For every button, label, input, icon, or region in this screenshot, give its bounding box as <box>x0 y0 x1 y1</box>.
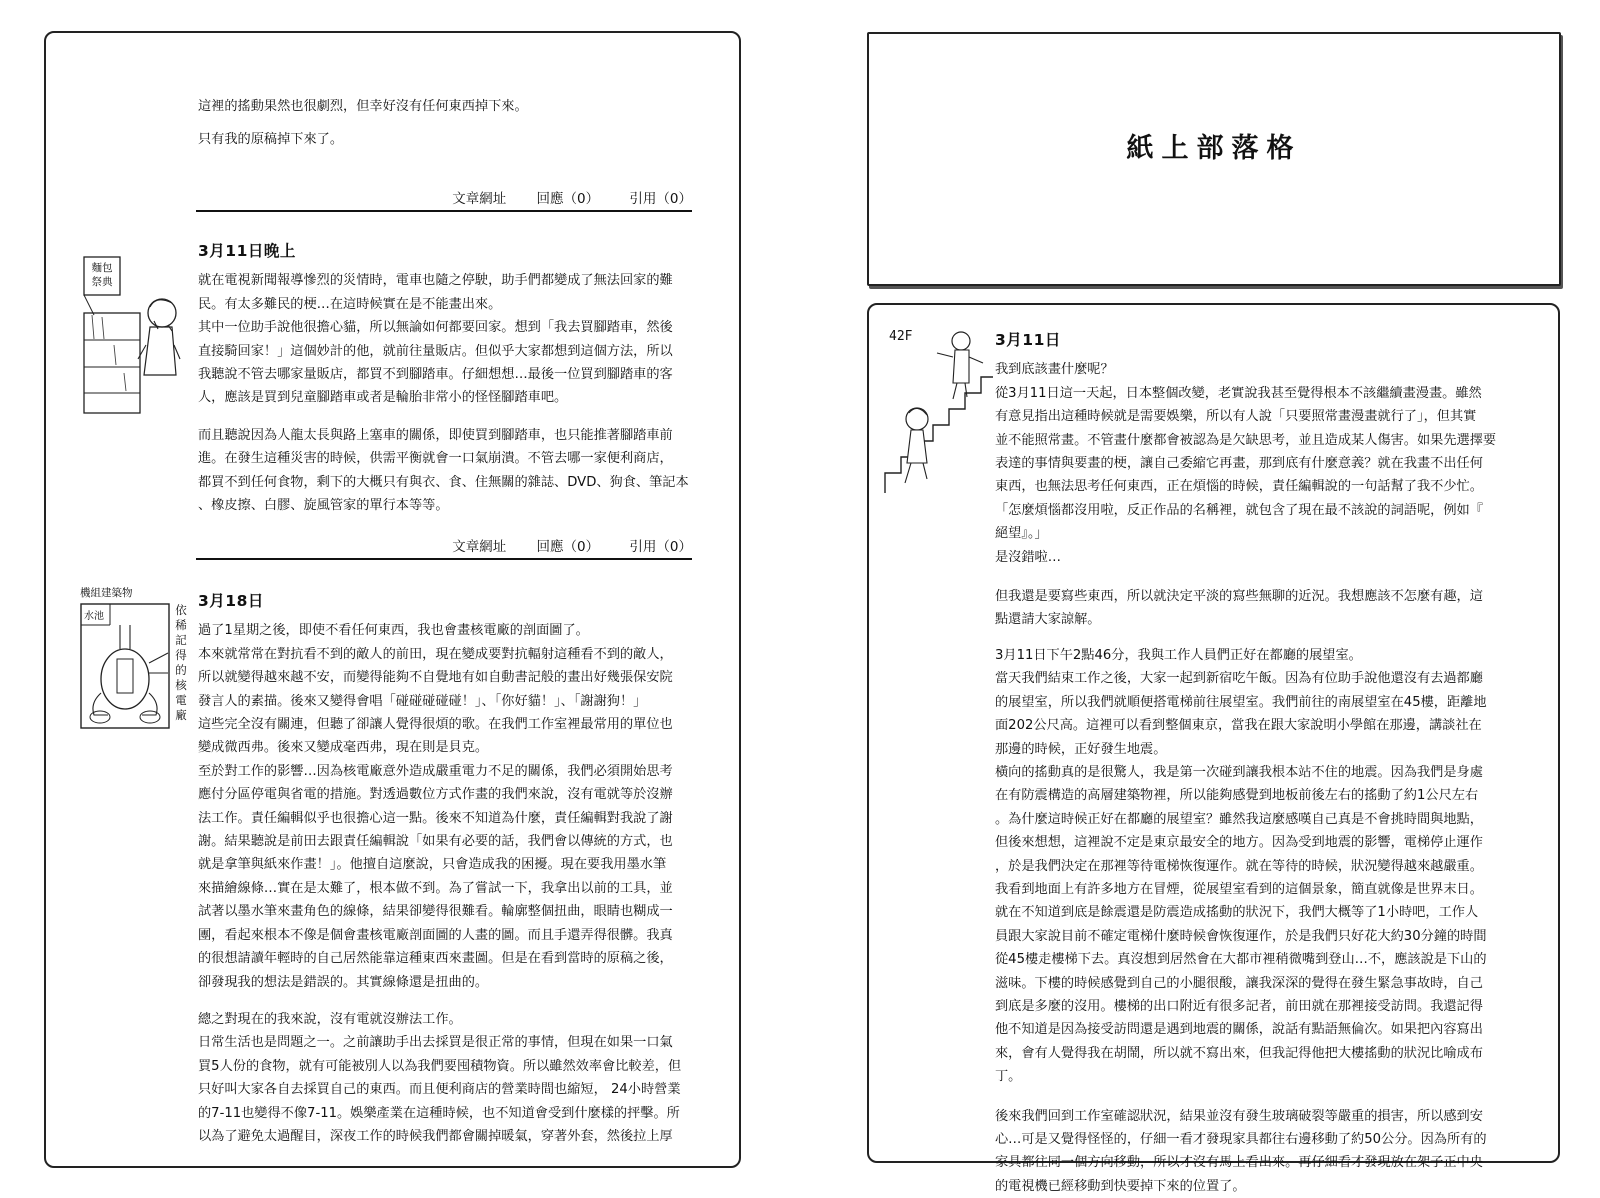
intro-block <box>198 95 698 152</box>
post1-para-2: 而且聽說因為人龍太長與路上塞車的關係，即使買到腳踏車，也只能推著腳踏車前 進。在發生這種災害的時候，供需平衡就會一口氣崩潰。不管去哪一家便利商店， 都買不到任何食物，剩下的大概只有與衣、食、住無關的雜誌、DVD、狗食、筆記本 、橡皮擦、白膠、旋風管家的單行本等等。 <box>198 427 689 514</box>
left-panel <box>44 31 741 1168</box>
right-post-para-2: 但我還是要寫些東西，所以就決定平淡的寫些無聊的近況。我想應該不怎麼有趣，這 點還請大家諒解。 <box>995 589 1483 628</box>
post2-body <box>198 590 703 1148</box>
quote-link[interactable]: 引用（0） <box>629 539 692 555</box>
stairs-illustration <box>883 323 995 498</box>
reactor-vertical-note: 依稀記得的核電廠 <box>175 603 187 722</box>
right-post-para-1: 我到底該畫什麼呢？ 從3月11日這一天起，日本整個改變，老實說我甚至覺得根本不該繼續畫漫畫。雖然 有意見指出這種時候就是需要娛樂，所以有人說「只要照常畫漫畫就行了」，但其實 並不能照常畫。不管畫什麼都會被認為是欠缺思考，並且造成某人傷害。如果先選擇要 表達的事情與要畫的梗，讓自己委縮它再畫，那到底有什麼意義？就在我畫不出任何 東西，也無法思考任何東西，正在煩惱的時候，責任編輯說的一句話幫了我不少忙。 「怎麼煩惱都沒用啦，反正作品的名稱裡，就包含了現在最不該說的詞語呢，例如『 絕望』。」 是沒錯啦… <box>995 362 1497 565</box>
post2-para-2: 總之對現在的我來說，沒有電就沒辦法工作。 日常生活也是問題之一。之前讓助手出去採買是很正常的事情，但現在如果一口氣 買5人份的食物，就有可能被別人以為我們要囤積物資。所以雖然效率會比較差，但 只好叫大家各自去採買自己的東西。而且便利商店的營業時間也縮短， 24小時營業 的7-11也變得不像7-11。娛樂產業在這種時候，也不知道會受到什麼樣的抨擊。所 以為了避免太過醒目，深夜工作的時候我們都會關掉暖氣，穿著外套，然後拉上厚 <box>198 1011 682 1144</box>
water-pool-label: 水池 <box>84 611 104 622</box>
right-post-title: 3月11日 <box>995 331 1061 349</box>
intro-line-1: 這裡的搖動果然也很劇烈，但幸好沒有任何東西掉下來。 <box>198 99 528 114</box>
post1-body <box>198 240 703 517</box>
right-post-para-4: 後來我們回到工作室確認狀況，結果並沒有發生玻璃破裂等嚴重的損害，所以感到安 心…可是又覺得怪怪的，仔細一看才發現家具都往右邊移動了約50公分。因為所有的 家具都往同一個方向移動，所以才沒有馬上看出來。再仔細看才發現放在架子正中央 的電視機已經移動到快要掉下來的位置了。 <box>995 1108 1487 1194</box>
bakery-illustration <box>80 255 190 425</box>
floor-label: 42F <box>889 329 913 344</box>
reply-link[interactable]: 回應（0） <box>536 539 600 555</box>
blog-title-box <box>867 32 1561 286</box>
blog-title: 紙上部落格 <box>1126 133 1302 164</box>
quote-link[interactable]: 引用（0） <box>629 191 692 207</box>
post2-para-1: 過了1星期之後，即使不看任何東西，我也會畫核電廠的剖面圖了。 本來就常常在對抗看不到的敵人的前田，現在變成要對抗輻射這種看不到的敵人， 所以就變得越來越不安，而變得能夠不自覺地有如自動書記般的畫出好幾張保安院 發言人的素描。後來又變得會唱「碰碰碰碰碰！」、「你好貓！」、「謝謝狗！」 這些完全沒有關連，但聽了卻讓人覺得很煩的歌。在我們工作室裡最常用的單位也 變成微西弗。後來又變成毫西弗，現在則是貝克。 至於對工作的影響…因為核電廠意外造成嚴重電力不足的關係，我們必須開始思考 應付分區停電與省電的措施。對透過數位方式作畫的我們來說，沒有電就等於沒辦 法工作。責任編輯似乎也很擔心這一點。後來不知道為什麼，責任編輯對我說了謝 謝。結果聽說是前田去跟責任編輯說「如果有必要的話，我們會以傳統的方式，也 就是拿筆與紙來作畫！」。他擅自這麼說，只會造成我的困擾。現在要我用墨水筆 來描繪線條…實在是太難了，根本做不到。為了嘗試一下，我拿出以前的工具，並 試著以墨水筆來畫角色的線條，結果卻變得很難看。輪廓整個扭曲，眼睛也糊成一 團，看起來根本不像是個會畫核電廠剖面圖的人畫的圖。而且手還弄得很髒。我真 的很想請讀年輕時的自己居然能靠這種東西來畫圖。但是在看到當時的原稿之後， 卻發現我的想法是錯誤的。其實線條還是扭曲的。 <box>198 623 673 990</box>
post-footer-2 <box>196 535 692 560</box>
article-url-link[interactable]: 文章網址 <box>452 539 507 555</box>
bakery-sign: 麵包 祭典 <box>91 262 113 288</box>
post1-title: 3月11日晚上 <box>198 242 296 260</box>
right-panel <box>867 303 1560 1194</box>
reply-link[interactable]: 回應（0） <box>536 191 600 207</box>
post-footer-1 <box>196 187 692 212</box>
article-url-link[interactable]: 文章網址 <box>452 191 507 207</box>
post2-title: 3月18日 <box>198 592 264 610</box>
reactor-caption: 機組建築物 <box>80 587 133 599</box>
right-post-body <box>995 329 1535 1198</box>
post1-para-1: 就在電視新聞報導慘烈的災情時，電車也隨之停駛，助手們都變成了無法回家的難 民。有太多難民的梗…在這時候實在是不能畫出來。 其中一位助手說他很擔心貓，所以無論如何都要回家。想到「我去買腳踏車，然後 直接騎回家！」這個妙計的他，就前往量販店。但似乎大家都想到這個方法，所以 我聽說不管去哪家量販店，都買不到腳踏車。仔細想想…最後一位買到腳踏車的客 人，應該是買到兒童腳踏車或者是輪胎非常小的怪怪腳踏車吧。 <box>198 273 673 406</box>
right-post-para-3: 3月11日下午2點46分，我與工作人員們正好在都廳的展望室。 當天我們結束工作之後，大家一起到新宿吃午飯。因為有位助手說他還沒有去過都廳 的展望室，所以我們就順便搭電梯前往展望室。我們前往的南展望室在45樓，距離地 面202公尺高。這裡可以看到整個東京，當我在跟大家說明小學館在那邊，講談社在 那邊的時候，正好發生地震。 橫向的搖動真的是很驚人，我是第一次碰到讓我根本站不住的地震。因為我們是身處 在有防震構造的高層建築物裡，所以能夠感覺到地板前後左右的搖動了約1公尺左右 。為什麼這時候正好在都廳的展望室？雖然我這麼感嘆自己真是不會挑時間與地點， 但後來想想，這裡說不定是東京最安全的地方。因為受到地震的影響，電梯停止運作 ，於是我們決定在那裡等待電梯恢復運作。就在等待的時候，狀況變得越來越嚴重。 我看到地面上有許多地方在冒煙，從展望室看到的這個景象，簡直就像是世界末日。 就在不知道到底是餘震還是防震造成搖動的狀況下，我們大概等了1小時吧，工作人 員跟大家說目前不確定電梯什麼時候會恢復運作，於是我們只好花大約30分鐘的時間 從45樓走樓梯下去。真沒想到居然會在大都市裡稍微嘴到登山…不，應該說是下山的 滋味。下樓的時候感覺到自己的小腿很酸，讓我深深的覺得在發生緊急事故時，自己 到底是多麼的沒用。樓梯的出口附近有很多記者，前田就在那裡接受訪問。我還記得 他不知道是因為接受訪問還是遇到地震的關係，說話有點語無倫次。如果把內容寫出 來，會有人覺得我在胡鬧，所以就不寫出來，但我記得他把大樓搖動的狀況比喻成布 丁。 <box>995 647 1487 1085</box>
intro-line-2: 只有我的原稿掉下來了。 <box>198 132 344 148</box>
